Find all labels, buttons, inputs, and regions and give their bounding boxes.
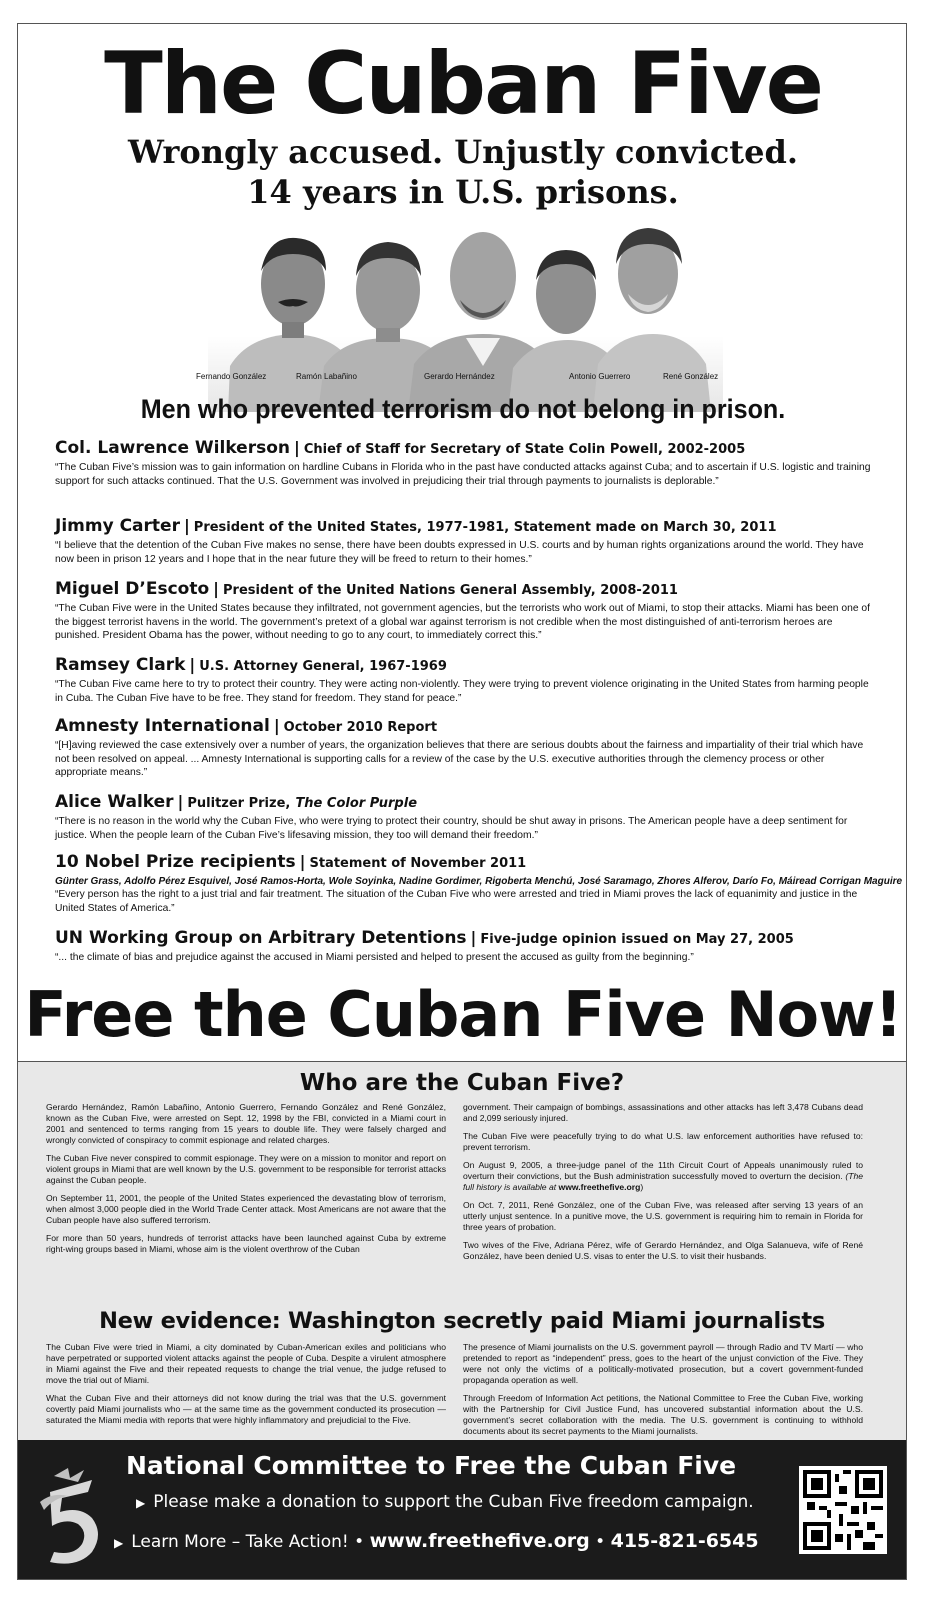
who-paragraph: government. Their campaign of bombings, assassinations and other attacks has left 3,478 Cubans dead and 2,099 seriously injured.: [463, 1102, 863, 1123]
quote-name: UN Working Group on Arbitrary Detentions: [55, 928, 467, 948]
quote-role: U.S. Attorney General, 1967-1969: [199, 659, 447, 674]
book-title: The Color Purple: [295, 796, 418, 811]
evidence-paragraph: Through Freedom of Information Act petitions, the National Committee to Free the Cuban Five, working with the Partnership for Civil Justice Fund, has uncovered substantial information about the U.S. government’s secret collaboration with the media. The U.S. government is continuing to withhold documents about its secret payments to the Miami journalists.: [463, 1393, 863, 1436]
quote-carter: Jimmy Carter | President of the United States, 1977-1981, Statement made on March 30, 2011 “I believe that the detention of the Cuban Five makes no sense, there have been doubts expressed in U.S. courts and by human rights organizations around the world. They have now been in prison 12 years and I hope that in the near future they will be freed to return to their homes.”: [55, 515, 875, 566]
quote-role: Pulitzer Prize,: [187, 796, 291, 811]
history-url: www.freethefive.org: [558, 1182, 641, 1192]
cuban-five-logo: [32, 1462, 112, 1570]
bullet: •: [595, 1532, 606, 1552]
quote-amnesty: Amnesty International | October 2010 Report “[H]aving reviewed the case extensively over a number of years, the organization believes that there are serious doubts about the fairness and impartiality of their trial which have not been resolved on appeal. ... Amnesty International is supporting calls for a review of the case by the U.S. executive authorities through the clemency process or other appropriate means.”: [55, 715, 875, 780]
caption-antonio: Antonio Guerrero: [569, 372, 631, 381]
quote-descoto: Miguel D’Escoto | President of the United Nations General Assembly, 2008-2011 “The Cuban Five were in the United States because they infiltrated, not government agencies, but the terrorists who work out of Miami, to stop their attacks. Miami has been one of the biggest terrorist havens in the world. The government’s pretext of a global war against terrorism is not credible when the most distinguished of anti-terrorism heroes are punished. President Obama has the power, without needing to go to any court, to immediately correct this.”: [55, 578, 875, 643]
quote-role: Chief of Staff for Secretary of State Colin Powell, 2002-2005: [303, 442, 746, 457]
evidence-title: New evidence: Washington secretly paid Miami journalists: [99, 1308, 825, 1334]
quote-role: President of the United Nations General Assembly, 2008-2011: [223, 583, 678, 598]
caption-rene: René González: [663, 372, 719, 381]
quote-clark: Ramsey Clark | U.S. Attorney General, 1967-1969 “The Cuban Five came here to try to protect their country. They were acting non-violently. They were trying to prevent violence originating in the United States from harming people in Cuba. The Cuban Five have to be free. They stand for freedom. They stand for peace.”: [55, 654, 875, 705]
evidence-paragraph: The Cuban Five were tried in Miami, a city dominated by Cuban-American exiles and politicians who have perpetrated or supported violent attacks against the people of Cuba. Despite a virulent atmosphere in Miami against the Five and their repeated requests to change the trial venue, the judge refused to move the trial out of Miami.: [46, 1342, 446, 1385]
donate-link[interactable]: [136, 1490, 754, 1515]
donate-text: Please make a donation to support the Cuban Five freedom campaign.: [153, 1492, 754, 1512]
call-to-action: Free the Cuban Five Now!: [24, 978, 902, 1051]
who-paragraph: The Cuban Five were peacefully trying to do what U.S. law enforcement authorities have refused to: prevent terrorism.: [463, 1131, 863, 1152]
who-paragraph: The Cuban Five never conspired to commit espionage. They were on a mission to monitor and report on violent groups in Miami that are well known by the U.S. government to be responsible for terrorist attacks against the Cuban people.: [46, 1153, 446, 1185]
evidence-left-column: [46, 1342, 446, 1433]
org-name: National Committee to Free the Cuban Five: [126, 1451, 737, 1480]
who-paragraph: On September 11, 2001, the people of the United States experienced the devastating blow of terrorism, when almost 3,000 people died in the World Trade Center attack. Most Americans are not aware that the Cuban people have also suffered terrorism.: [46, 1193, 446, 1225]
info-box: [18, 1061, 906, 1440]
advertisement-frame: [17, 23, 907, 1580]
phone-number: 415-821-6545: [610, 1530, 759, 1552]
caption-gerardo: Gerardo Hernández: [424, 372, 495, 381]
quote-name: Miguel D’Escoto: [55, 579, 210, 599]
contact-line: [114, 1528, 759, 1556]
quote-name: Ramsey Clark: [55, 655, 186, 675]
who-title: Who are the Cuban Five?: [299, 1070, 625, 1096]
who-paragraph: Gerardo Hernández, Ramón Labañino, Antonio Guerrero, Fernando González and René González, known as the Cuban Five, were arrested on Sept. 12, 1998 by the FBI, convicted in a Miami court in 2001 and sentenced to terms ranging from 15 years to double life. They were falsely charged and wrongly convicted of conspiracy to commit espionage and related charges.: [46, 1102, 446, 1145]
quote-text: “The Cuban Five came here to try to protect their country. They were acting non-violently. They were trying to prevent violence originating in the United States from harming people in Cuba. The Cuban Five have to be free. They stand for freedom. They stand for peace.”: [55, 679, 869, 704]
subtitle-line-2: 14 years in U.S. prisons.: [247, 173, 679, 211]
group-photo: [208, 216, 723, 412]
quote-text: “[H]aving reviewed the case extensively over a number of years, the organization believes that there are serious doubts about the fairness and impartiality of their trial which have not been resolved on appeal. ... Amnesty International is supporting calls for a review of the case by the U.S. executive authorities through the clemency process or other appropriate means.”: [55, 740, 864, 778]
footer-banner: [18, 1440, 906, 1580]
quote-text: “... the climate of bias and prejudice against the accused in Miami persisted and helped to present the accused as guilty from the beginning.”: [55, 952, 694, 963]
history-note-close: ): [640, 1182, 644, 1192]
quote-role: Five-judge opinion issued on May 27, 2005: [480, 932, 794, 947]
website-link[interactable]: www.freethefive.org: [369, 1530, 590, 1552]
play-triangle-icon: ▶: [114, 1536, 124, 1550]
quote-wilkerson: Col. Lawrence Wilkerson | Chief of Staff for Secretary of State Colin Powell, 2002-2005 “The Cuban Five’s mission was to gain information on hardline Cubans in Florida who in the past have conducted attacks against Cuba; and to ascertain if U.S. logistic and training support for such attacks continued. That the U.S. Government was involved in prejudicing their trial through payments to journalists is deplorable.”: [55, 437, 875, 488]
quote-text: “The Cuban Five were in the United States because they infiltrated, not government agencies, but the terrorists who work out of Miami, to stop their attacks. Miami has been one of the biggest terrorist havens in the world. The government’s pretext of a global war against terrorism is not credible when the most distinguished of anti-terrorism heroes are punished. President Obama has the power, without needing to go to any court, to immediately correct this.”: [55, 603, 871, 641]
quote-name: Jimmy Carter: [55, 516, 180, 536]
evidence-right-column: [463, 1342, 863, 1444]
caption-ramon: Ramón Labañino: [296, 372, 357, 381]
portrait-rene: [593, 228, 711, 412]
who-paragraph: On Oct. 7, 2011, René González, one of the Cuban Five, was released after serving 13 years of an utterly unjust sentence. In a punitive move, the U.S. government is requiring him to remain in Florida for three years of probation.: [463, 1200, 863, 1232]
quote-text: “There is no reason in the world why the Cuban Five, who were trying to protect their country, should be shut away in prisons. The American people have a deep sentiment for justice. When the people learn of the Cuban Five’s lifesaving mission, they too will demand their freedom.”: [55, 816, 848, 841]
evidence-paragraph: What the Cuban Five and their attorneys did not know during the trial was that the U.S. government covertly paid Miami journalists who — at the same time as the government conducted its prosecution — saturated the Miami media with reports that were highly inflammatory and prejudicial to the Five.: [46, 1393, 446, 1425]
quote-role: President of the United States, 1977-1981, Statement made on March 30, 2011: [193, 520, 777, 535]
who-right-column: [463, 1102, 863, 1269]
caption-fernando: Fernando González: [196, 372, 267, 381]
subtitle-line-1: Wrongly accused. Unjustly convicted.: [128, 133, 798, 171]
quote-role: October 2010 Report: [283, 720, 438, 735]
who-paragraph: For more than 50 years, hundreds of terrorist attacks have been launched against Cuba by extreme right-wing groups based in Miami, whose aim is the violent overthrow of the Cuban: [46, 1233, 446, 1254]
quote-text: “Every person has the right to a just trial and fair treatment. The situation of the Cuban Five who were arrested and tried in Miami proves the lack of equanimity and justice in the United States of America.”: [55, 889, 858, 914]
appeals-text: On August 9, 2005, a three-judge panel of the 11th Circuit Court of Appeals unanimously ruled to overturn their convictions, but the Bush administration successfully moved to overturn the decision.: [463, 1160, 863, 1181]
who-paragraph: [463, 1160, 863, 1193]
quote-un: UN Working Group on Arbitrary Detentions | Five-judge opinion issued on May 27, 2005 “... the climate of bias and prejudice against the accused in Miami persisted and helped to present the accused as guilty from the beginning.”: [55, 927, 875, 965]
quote-role: Statement of November 2011: [309, 856, 527, 871]
who-left-column: [46, 1102, 446, 1262]
quote-name: Col. Lawrence Wilkerson: [55, 438, 290, 458]
qr-code[interactable]: [799, 1466, 887, 1554]
bullet: •: [354, 1532, 365, 1552]
quote-nobel: 10 Nobel Prize recipients | Statement of November 2011 Günter Grass, Adolfo Pérez Esquivel, José Ramos-Horta, Wole Soyinka, Nadine Gordimer, Rigoberta Menchú, José Saramago, Zhores Alferov, Darío Fo, Máiread Corrigan Maguire “Every person has the right to a just trial and fair treatment. The situation of the Cuban Five who were arrested and tried in Miami proves the lack of equanimity and justice in the United States of America.”: [55, 852, 903, 914]
quote-name: 10 Nobel Prize recipients: [55, 852, 296, 872]
quote-text: “I believe that the detention of the Cuban Five makes no sense, there have been doubts expressed in U.S. courts and by human rights organizations around the world. They have now been in prison 12 years and I hope that in the near future they will be freed to return to their homes.”: [55, 540, 864, 565]
who-paragraph: Two wives of the Five, Adriana Pérez, wife of Gerardo Hernández, and Olga Salanueva, wife of René González, have been denied U.S. visas to enter the U.S. to visit their husbands.: [463, 1240, 863, 1261]
quote-name: Alice Walker: [55, 792, 174, 812]
quote-name: Amnesty International: [55, 716, 270, 736]
history-note: (The full history is available at: [463, 1171, 863, 1192]
play-triangle-icon: ▶: [136, 1496, 146, 1510]
nobel-names: Günter Grass, Adolfo Pérez Esquivel, José Ramos-Horta, Wole Soyinka, Nadine Gordimer, Rigoberta Menchú, José Saramago, Zhores Alferov, Darío Fo, Máiread Corrigan Maguire: [55, 876, 903, 887]
qr-code-graphic: [803, 1470, 883, 1550]
page-title: The Cuban Five: [104, 34, 822, 134]
quote-text: “The Cuban Five’s mission was to gain information on hardline Cubans in Florida who in the past have conducted attacks against Cuba; and to ascertain if U.S. logistic and training support for such attacks continued. That the U.S. Government was involved in prejudicing their trial through payments to journalists is deplorable.”: [55, 462, 871, 487]
evidence-paragraph: The presence of Miami journalists on the U.S. government payroll — through Radio and TV Martí — who pretended to report as “independent” press, goes to the heart of the unjust conviction of the Five. They were not only the victims of a politically-motivated prosecution, but a covert government-funded propaganda operation as well.: [463, 1342, 863, 1385]
quote-walker: Alice Walker | Pulitzer Prize, The Color Purple “There is no reason in the world why the Cuban Five, who were trying to protect their country, should be shut away in prisons. The American people have a deep sentiment for justice. When the people learn of the Cuban Five’s lifesaving mission, they too will demand their freedom.”: [55, 791, 875, 842]
learn-more-link[interactable]: Learn More – Take Action!: [131, 1532, 349, 1552]
tagline: Men who prevented terrorism do not belong in prison.: [140, 394, 786, 424]
